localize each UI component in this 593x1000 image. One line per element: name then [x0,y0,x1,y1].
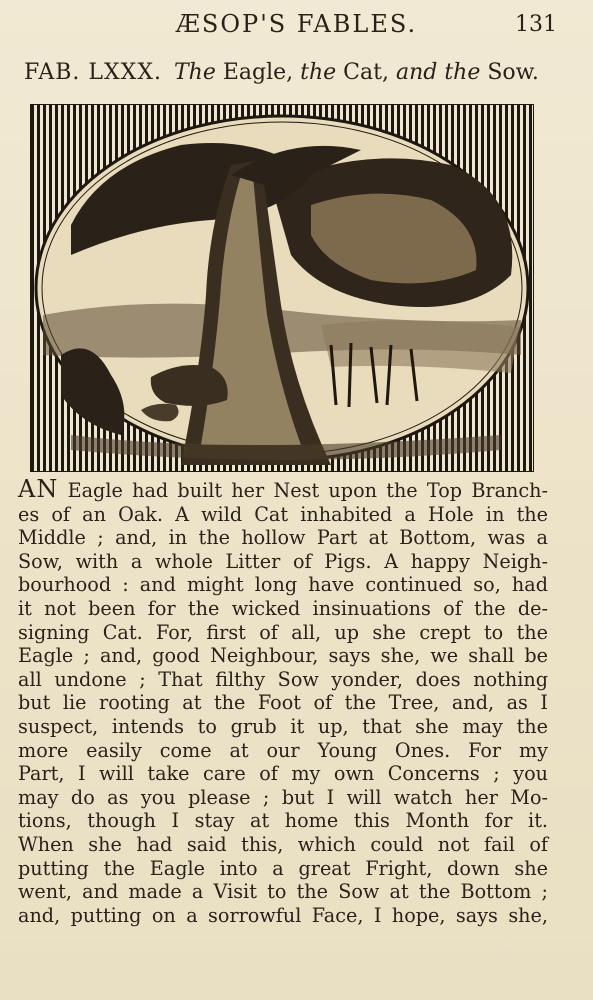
page-number: 131 [515,12,557,37]
text-line: putting the Eagle into a great Fright, down she [18,856,548,880]
text-line: Middle ; and, in the hollow Part at Bottom, was a [18,526,548,550]
text-line: Sow, with a whole Litter of Pigs. A happy Neigh- [18,549,548,573]
woodcut-illustration-art [31,105,533,471]
text-line: Eagle ; and, good Neighbour, says she, we shall be [18,644,548,668]
text-line [18,475,548,503]
text-line: may do as you please ; but I will watch her Mo- [18,785,548,809]
text-line: all undone ; That filthy Sow yonder, does nothing [18,667,548,691]
text-line: signing Cat. For, first of all, up she crept to the [18,620,548,644]
running-title: ÆSOP'S FABLES. [175,10,418,38]
fable-number: FAB. LXXX. [24,60,162,85]
fable-heading [24,60,564,85]
text-line: and, putting on a sorrowful Face, I hope, says she, [18,903,548,927]
drop-cap: AN [18,475,59,503]
text-line: Part, I will take care of my own Concerns ; you [18,762,548,786]
line-text: Eagle had built her Nest upon the Top Branch- [58,479,548,502]
text-line: tions, though I stay at home this Month for it. [18,809,548,833]
text-line: went, and made a Visit to the Sow at the Bottom ; [18,880,548,904]
fable-title [174,60,539,85]
fable-title-part: and the [395,60,481,85]
fable-title-part: Cat, [336,60,396,85]
text-line: When she had said this, which could not fail of [18,832,548,856]
fable-title-part: Eagle, [215,60,301,85]
fable-body-text [18,475,548,927]
text-line: bourhood : and might long have continued so, had [18,573,548,597]
fable-title-part: Sow. [480,60,539,85]
running-head [0,10,593,44]
text-line: es of an Oak. A wild Cat inhabited a Hole in the [18,502,548,526]
woodcut-eagle-cat-sow-illustration [30,104,534,472]
fable-title-part: the [300,60,337,85]
text-line: but lie rooting at the Foot of the Tree, and, as I [18,691,548,715]
text-line: suspect, intends to grub it up, that she may the [18,714,548,738]
text-line: more easily come at our Young Ones. For my [18,738,548,762]
fable-title-part: The [173,60,216,85]
text-line: it not been for the wicked insinuations of the de- [18,596,548,620]
